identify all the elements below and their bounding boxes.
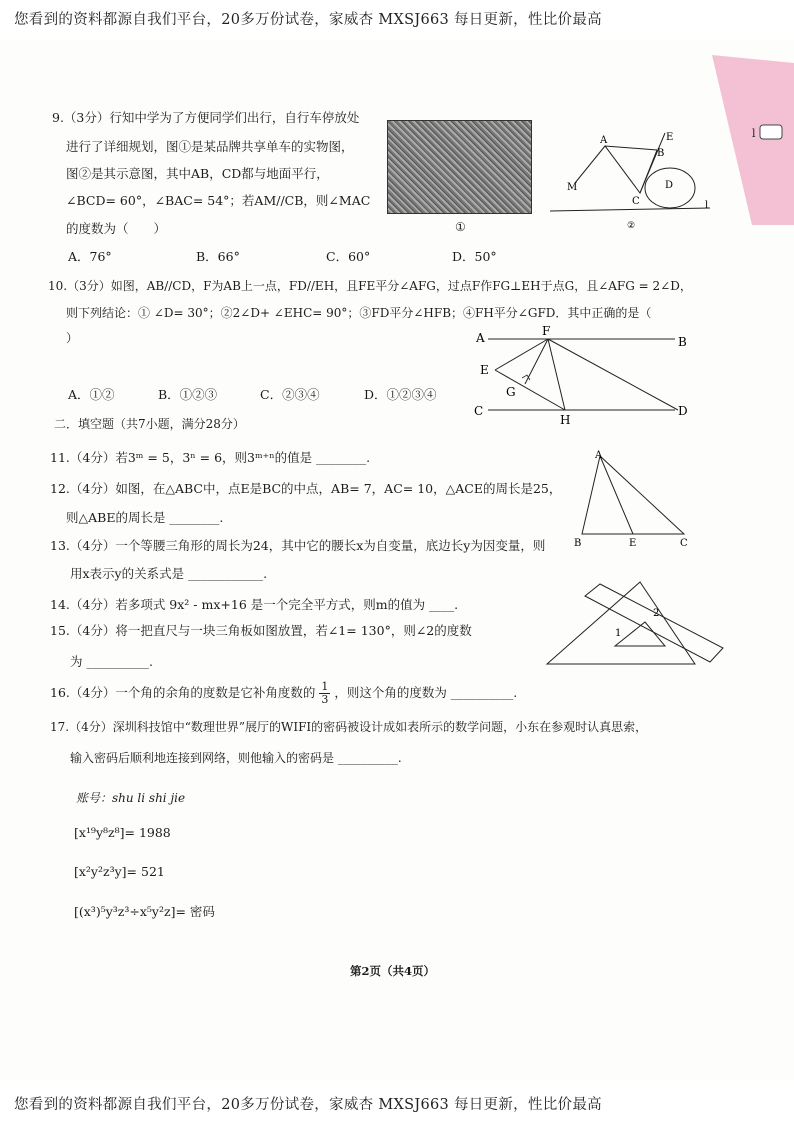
q16-line xyxy=(50,681,517,706)
q9-option-b: B．66° xyxy=(196,249,240,264)
q9-option-d: D．50° xyxy=(452,249,497,264)
q13-line-1: 13.（4分）一个等腰三角形的周长为24，其中它的腰长x为自变量，底边长y为因变量，则 xyxy=(50,538,546,553)
q15-line-1: 15.（4分）将一把直尺与一块三角板如图放置，若∠1= 130°，则∠2的度数 xyxy=(50,623,472,638)
q16-text-before: 16.（4分）一个角的余角的度数是它补角度数的 xyxy=(50,685,316,700)
q12-line-2: 则△ABE的周长是 ________. xyxy=(66,510,224,525)
q9-point-e: E xyxy=(666,132,674,143)
q9-line-l: l xyxy=(705,200,709,211)
q9-point-m: M xyxy=(567,182,578,193)
q9-point-d: D xyxy=(665,180,674,191)
svg-text:l: l xyxy=(752,127,756,140)
q10-line-3: ） xyxy=(66,331,79,345)
q15-line-2: 为 __________. xyxy=(70,654,153,669)
q10-point-e: E xyxy=(480,363,489,377)
q12-line-1: 12.（4分）如图，在△ABC中，点E是BC的中点，AB= 7，AC= 10，△ACE的周长是25， xyxy=(50,481,562,496)
q17-line-1: 17.（4分）深圳科技馆中“数理世界”展厅的WIFI的密码被设计成如表所示的数学问题，小东在参观时认真思索， xyxy=(50,720,648,734)
bicycle-photo xyxy=(387,120,532,214)
q9-point-b: B xyxy=(657,148,665,159)
q12-point-c: C xyxy=(680,538,688,549)
top-banner: 您看到的资料都源自我们平台，20多万份试卷，家威杏 MXSJ663 每日更新，性比价最高 xyxy=(14,12,602,28)
q16-fraction xyxy=(319,681,330,706)
bottom-banner: 您看到的资料都源自我们平台，20多万份试卷，家威杏 MXSJ663 每日更新，性比价最高 xyxy=(14,1097,602,1113)
q9-option-c: C．60° xyxy=(326,249,371,264)
q10-point-h: H xyxy=(560,413,571,427)
q17-equation-2: [x²y²z³y]= 521 xyxy=(74,864,165,879)
q9-fig2-label: ② xyxy=(627,221,636,231)
q9-line-3: 图②是其示意图，其中AB，CD都与地面平行， xyxy=(66,166,329,181)
q10-point-a: A xyxy=(476,331,485,345)
q9-point-c: C xyxy=(632,196,640,207)
q17-line-2: 输入密码后顺利地连接到网络，则他输入的密码是 __________. xyxy=(70,751,402,765)
q17-equation-3: [(x³)⁵y³z³÷x⁵y²z]= 密码 xyxy=(74,904,215,919)
q16-fraction-numerator: 1 xyxy=(321,680,329,693)
q15-angle-2: 2 xyxy=(653,608,660,619)
q15-ruler-triangle-diagram xyxy=(545,578,725,670)
q9-fig1-label: ① xyxy=(455,220,466,234)
q9-line-1: 9.（3分）行知中学为了方便同学们出行，自行车停放处 xyxy=(52,110,360,125)
q10-point-c: C xyxy=(474,404,484,418)
q9-line-4: ∠BCD= 60°，∠BAC= 54°；若AM//CB，则∠MAC xyxy=(66,193,371,208)
q16-text-after: ，则这个角的度数为 __________. xyxy=(334,685,518,700)
q9-line-5: 的度数为（ ） xyxy=(66,221,167,236)
q9-option-a: A．76° xyxy=(68,249,112,264)
q13-line-2: 用x表示y的关系式是 ____________. xyxy=(70,566,268,581)
q9-point-a: A xyxy=(600,135,608,146)
q10-point-g: G xyxy=(506,385,516,399)
q10-line-2: 则下列结论：① ∠D= 30°；②2∠D+ ∠EHC= 90°；③FD平分∠HFB；④FH平分∠GFD．其中正确的是（ xyxy=(66,306,652,320)
q16-fraction-denominator: 3 xyxy=(321,693,329,706)
q17-equation-1: [x¹⁹y⁸z⁸]= 1988 xyxy=(74,825,171,840)
q15-angle-1: 1 xyxy=(615,628,622,639)
q10-option-c: C．②③④ xyxy=(260,387,320,402)
q14-text: 14.（4分）若多项式 9x² - mx+16 是一个完全平方式，则m的值为 ____. xyxy=(50,597,459,612)
section-fill-in-heading: 二．填空题（共7小题，满分28分） xyxy=(54,417,245,431)
q10-option-b: B．①②③ xyxy=(158,387,218,402)
page-footer: 第2页（共4页） xyxy=(350,964,436,978)
q10-point-f: F xyxy=(542,324,551,338)
q12-point-e: E xyxy=(629,538,637,549)
q9-line-2: 进行了详细规划，图①是某品牌共享单车的实物图， xyxy=(66,139,354,154)
q10-point-d: D xyxy=(678,404,688,418)
q12-triangle-diagram xyxy=(572,448,697,550)
q10-option-d: D．①②③④ xyxy=(364,387,437,402)
q10-option-a: A．①② xyxy=(68,387,115,402)
q17-account: 账号：shu li shi jie xyxy=(76,791,186,805)
q12-point-a: A xyxy=(595,450,603,461)
q11-text: 11.（4分）若3ᵐ = 5，3ⁿ = 6，则3ᵐ⁺ⁿ的值是 ________. xyxy=(50,450,371,465)
q9-bicycle-diagram xyxy=(545,128,715,233)
q10-point-b: B xyxy=(678,335,687,349)
q10-parallel-lines-diagram xyxy=(470,322,702,430)
pink-corner-artifact xyxy=(712,55,794,225)
q10-line-1: 10.（3分）如图，AB//CD，F为AB上一点，FD//EH，且FE平分∠AFG，过点F作FG⊥EH于点G，且∠AFG = 2∠D， xyxy=(48,279,692,293)
q12-point-b: B xyxy=(574,538,582,549)
